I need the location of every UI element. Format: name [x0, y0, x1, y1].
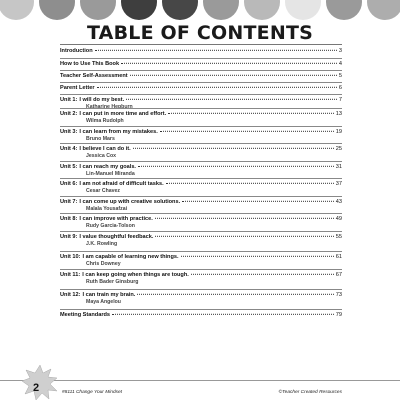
- toc-author: J.K. Rowling: [86, 241, 118, 247]
- toc-label: Unit 7:: [60, 199, 78, 205]
- toc-row: [60, 234, 342, 241]
- toc-row: [60, 216, 342, 223]
- toc-page-number: 4: [338, 61, 342, 67]
- toc-entry[interactable]: [60, 61, 342, 68]
- toc-author: Malala Yousafzai: [86, 206, 128, 212]
- title-divider: [60, 44, 342, 45]
- header-dot: [367, 0, 400, 20]
- toc-dot-leader: [133, 148, 334, 149]
- toc-page-number: 3: [338, 48, 342, 54]
- toc-label: Teacher Self-Assessment: [60, 73, 128, 79]
- toc-dot-leader: [121, 63, 337, 64]
- toc-row: [60, 61, 342, 68]
- toc-row: [60, 272, 342, 279]
- toc-entry[interactable]: [60, 48, 342, 55]
- toc-entry[interactable]: [60, 146, 342, 159]
- header-dot: [244, 0, 280, 20]
- toc-dot-leader: [137, 294, 333, 295]
- toc-separator: [60, 108, 342, 109]
- toc-dot-leader: [95, 50, 337, 51]
- toc-author: Rudy Garcia-Tolson: [86, 223, 135, 229]
- toc-entry[interactable]: [60, 111, 342, 124]
- toc-row: [60, 73, 342, 80]
- toc-separator: [60, 231, 342, 232]
- header-dot: [285, 0, 321, 20]
- toc-entry[interactable]: [60, 164, 342, 177]
- toc-page-number: 67: [335, 272, 342, 278]
- toc-dot-leader: [126, 99, 337, 100]
- toc-author: Wilma Rudolph: [86, 118, 124, 124]
- toc-unit-title: I can put in more time and effort.: [79, 111, 167, 117]
- footer-publisher: ©Teacher Created Resources: [278, 390, 342, 395]
- toc-dot-leader: [112, 314, 334, 315]
- header-dot: [80, 0, 116, 20]
- toc-page-number: 31: [335, 164, 342, 170]
- toc-entry[interactable]: [60, 292, 342, 305]
- header-dot: [203, 0, 239, 20]
- toc-row: [60, 292, 342, 299]
- toc-dot-leader: [155, 236, 333, 237]
- toc-dot-leader: [191, 274, 334, 275]
- toc-page-number: 5: [338, 73, 342, 79]
- toc-label: Unit 9:: [60, 234, 78, 240]
- toc-page-number: 49: [335, 216, 342, 222]
- toc-separator: [60, 289, 342, 290]
- page-number: 2: [32, 382, 40, 394]
- toc-label: Unit 2:: [60, 111, 78, 117]
- toc-separator: [60, 126, 342, 127]
- toc-unit-title: I can improve with practice.: [79, 216, 153, 222]
- toc-row: [60, 164, 342, 171]
- toc-label: Unit 10:: [60, 254, 81, 260]
- toc-dot-leader: [166, 183, 334, 184]
- header-dot: [0, 0, 34, 20]
- toc-dot-leader: [160, 131, 334, 132]
- toc-entry[interactable]: [60, 199, 342, 212]
- header-dot: [162, 0, 198, 20]
- toc-separator: [60, 269, 342, 270]
- toc-author: Katharine Hepburn: [86, 104, 133, 110]
- toc-page-number: 43: [335, 199, 342, 205]
- toc-row: [60, 85, 342, 92]
- toc-page-number: 73: [335, 292, 342, 298]
- toc-entry[interactable]: [60, 181, 342, 194]
- toc-unit-title: I believe I can do it.: [79, 146, 131, 152]
- toc-separator: [60, 70, 342, 71]
- toc-label: Introduction: [60, 48, 93, 54]
- toc-author: Lin-Manuel Miranda: [86, 171, 135, 177]
- toc-separator: [60, 58, 342, 59]
- toc-dot-leader: [138, 166, 334, 167]
- toc-unit-title: I can come up with creative solutions.: [79, 199, 181, 205]
- toc-row: [60, 181, 342, 188]
- toc-separator: [60, 251, 342, 252]
- toc-dot-leader: [155, 218, 334, 219]
- toc-separator: [60, 82, 342, 83]
- toc-label: Unit 6:: [60, 181, 78, 187]
- toc-unit-title: I am capable of learning new things.: [82, 254, 179, 260]
- toc-label: Unit 8:: [60, 216, 78, 222]
- toc-entry[interactable]: [60, 85, 342, 92]
- toc-separator: [60, 94, 342, 95]
- toc-dot-leader: [168, 113, 334, 114]
- toc-label: How to Use This Book: [60, 61, 120, 67]
- toc-label: Unit 4:: [60, 146, 78, 152]
- toc-separator: [60, 143, 342, 144]
- toc-label: Unit 3:: [60, 129, 78, 135]
- toc-label: Unit 11:: [60, 272, 81, 278]
- toc-entry[interactable]: [60, 129, 342, 142]
- toc-label: Parent Letter: [60, 85, 95, 91]
- toc-separator: [60, 161, 342, 162]
- toc-author: Cesar Chavez: [86, 188, 121, 194]
- toc-label: Meeting Standards: [60, 312, 111, 318]
- toc-author: Maya Angelou: [86, 299, 121, 305]
- toc-row: [60, 312, 342, 319]
- toc-unit-title: I can reach my goals.: [79, 164, 136, 170]
- toc-row: [60, 199, 342, 206]
- toc-page-number: 7: [338, 97, 342, 103]
- toc-page-number: 6: [338, 85, 342, 91]
- toc-separator: [60, 213, 342, 214]
- toc-author: Bruno Mars: [86, 136, 115, 142]
- toc-page-number: 19: [335, 129, 342, 135]
- toc-entry[interactable]: [60, 234, 342, 247]
- toc-entry[interactable]: [60, 272, 342, 285]
- toc-page-number: 13: [335, 111, 342, 117]
- toc-author: Ruth Bader Ginsburg: [86, 279, 139, 285]
- toc-row: [60, 146, 342, 153]
- header-dot: [121, 0, 157, 20]
- toc-row: [60, 129, 342, 136]
- toc-page-number: 61: [335, 254, 342, 260]
- header-dot: [39, 0, 75, 20]
- toc-page-number: 55: [335, 234, 342, 240]
- toc-row: [60, 97, 342, 104]
- toc-unit-title: I am not afraid of difficult tasks.: [79, 181, 164, 187]
- header-dot: [326, 0, 362, 20]
- toc-entry[interactable]: [60, 216, 342, 229]
- toc-unit-title: I can keep going when things are tough.: [82, 272, 189, 278]
- toc-unit-title: I will do my best.: [79, 97, 125, 103]
- toc-page-number: 79: [335, 312, 342, 318]
- toc-unit-title: I can train my brain.: [82, 292, 136, 298]
- toc-author: Chris Downey: [86, 261, 121, 267]
- toc-label: Unit 12:: [60, 292, 81, 298]
- toc-page-number: 37: [335, 181, 342, 187]
- toc-separator: [60, 178, 342, 179]
- toc-separator: [60, 196, 342, 197]
- toc-dot-leader: [181, 256, 334, 257]
- toc-entry[interactable]: [60, 312, 342, 319]
- header-dot-band: [0, 0, 400, 20]
- toc-label: Unit 1:: [60, 97, 78, 103]
- footer-book-title: #8111 Change Your Mindset: [62, 390, 123, 395]
- toc-row: [60, 48, 342, 55]
- toc-row: [60, 111, 342, 118]
- toc-unit-title: I can learn from my mistakes.: [79, 129, 158, 135]
- toc-entry[interactable]: [60, 73, 342, 80]
- footer-divider: [0, 380, 400, 381]
- toc-entry[interactable]: [60, 254, 342, 267]
- toc-label: Unit 5:: [60, 164, 78, 170]
- toc-dot-leader: [130, 75, 337, 76]
- toc-unit-title: I value thoughtful feedback.: [79, 234, 154, 240]
- toc-dot-leader: [182, 201, 334, 202]
- toc-page-number: 25: [335, 146, 342, 152]
- toc-row: [60, 254, 342, 261]
- toc-dot-leader: [97, 87, 337, 88]
- toc-author: Jessica Cox: [86, 153, 116, 159]
- toc-separator: [60, 309, 342, 310]
- page-title: TABLE OF CONTENTS: [86, 22, 313, 44]
